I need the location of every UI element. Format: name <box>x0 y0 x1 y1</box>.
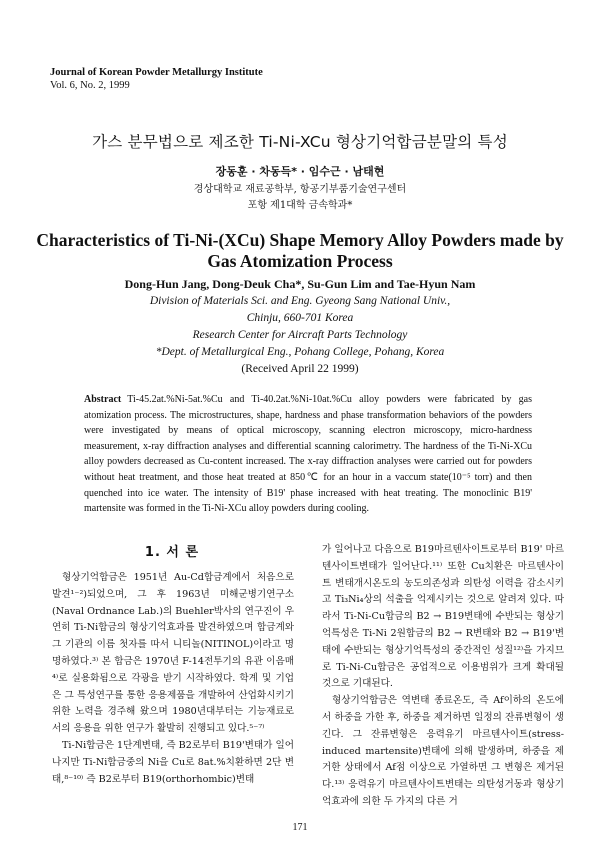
abstract <box>84 392 532 517</box>
body-paragraph: Ti-Ni합금은 1단계변태, 즉 B2로부터 B19'변태가 일어나지만 Ti-Ni합금중의 Ni을 Cu로 8at.%치환하면 2단 변태,⁸⁻¹⁰⁾ 즉 B2로부터 B19(orthorhombic)변태 <box>52 739 294 785</box>
korean-title: 가스 분무법으로 제조한 Ti-Ni-XCu 형상기억합금분말의 특성 <box>92 133 508 151</box>
journal-volume: Vol. 6, No. 2, 1999 <box>50 80 130 91</box>
korean-authors: 장동훈 · 차동득* · 임수근 · 남태현 <box>215 165 385 178</box>
korean-affiliation-1: 경상대학교 재료공학부, 항공기부품기술연구센터 <box>193 184 407 195</box>
english-research-center: Research Center for Aircraft Parts Technology <box>192 329 408 341</box>
journal-header <box>50 66 263 92</box>
english-division: Division of Materials Sci. and Eng. Gyeong Sang National Univ., <box>149 295 451 307</box>
journal-name: Journal of Korean Powder Metallurgy Institute <box>50 67 263 78</box>
body-paragraph: 가 일어나고 다음으로 B19마르텐사이트로부터 B19' 마르텐사이트변태가 일어난다.¹¹⁾ 또한 Cu치환은 마르텐사이트 변태개시온도의 농도의존성과 의탄성 이력을 감소시키고 Ti₃Ni₄상의 석출을 억제시키는 것으로 알려져 있다. 따라서 Ti-Ni-Cu합금의 B2 → B19변태에 수반되는 형상기억특성은 Ti-Ni 2원합금의 B2 → R변태와 B2 → B19'변태에 수반되는 형상기억특성의 중간적인 성질¹²⁾을 가지므로 Ti-Ni-Cu합금은 공업적으로 이용범위가 크게 확대될 것으로 기대된다. <box>322 544 564 690</box>
korean-affiliation-2: 포항 제1대학 금속학과* <box>247 200 353 211</box>
abstract-text: Ti-45.2at.%Ni-5at.%Cu and Ti-40.2at.%Ni-10at.%Cu alloy powders were fabricated by gas atomization process. The microstructures, shape, hardness and phase transformation behaviors of the powders were investigated by means of optical microscopy, scanning electron microscopy, micro-hardness measurement, x-ray diffraction analyses and differential scanning calorimetry. The hardness of the Ti-Ni-XCu alloy powders decreased as Cu-content increased. The x-ray diffraction analyses were carried out for powders without heat treatment, and those heat treated at 850℃ for an hour in a vaccum state(10⁻⁵ torr) and then quenched into ice water. The intensity of B19' phase increased with heat treating. The monoclinic B19' martensite was formed in the Ti-Ni-XCu alloy powders during cooling. <box>84 394 532 515</box>
body-paragraph: 형상기억합금은 역변태 종료온도, 즉 Af이하의 온도에서 하중을 가한 후, 하중을 제거하면 일정의 잔류변형이 생긴다. 그 잔류변형은 응력유기 마르텐사이트(stress-induced martensite)변태에 의해 발생하며, 하중을 제거한 상태에서 Af점 이상으로 가열하면 그 변형은 제거된다.¹³⁾ 응력유기 마르텐사이트변태는 의탄성거동과 형상기억효과에 의한 두 가지의 다른 거 <box>322 695 564 807</box>
section-heading: 1. 서 론 <box>144 545 200 560</box>
english-title: Characteristics of Ti-Ni-(XCu) Shape Memory Alloy Powders made by Gas Atomization Process <box>36 230 564 271</box>
english-department: *Dept. of Metallurgical Eng., Pohang College, Pohang, Korea <box>155 346 445 358</box>
body-paragraph: 형상기억합금은 1951년 Au-Cd합금계에서 처음으로 발견¹⁻²)되었으며, 그 후 1963년 미해군병기연구소(Naval Ordnance Lab.)의 Buehler박사의 연구진이 우연히 Ti-Ni합금의 형상기억효과를 발견하였으며 합금계와 그 기관의 이름 첫자를 따서 니티놀(NITINOL)이라고 명명하였다.³⁾ 본 합금은 1970년 F-14전투기의 유관 이음매⁴⁾로 실용화됨으로 각광을 받기 시작하였다. 학계 및 기업은 그 특성연구를 통한 응용제품을 개발하여 산업화시키기 위한 노력을 경주해 왔으며 1980년대부터는 기능재료로서의 응용을 위한 연구가 활발히 진행되고 있다.⁵⁻⁷⁾ <box>52 572 294 735</box>
left-column <box>52 570 294 788</box>
english-address: Chinju, 660-701 Korea <box>246 312 354 324</box>
korean-affiliations <box>0 182 600 214</box>
right-column <box>322 542 564 811</box>
page-number: 171 <box>292 822 308 833</box>
english-authors: Dong-Hun Jang, Dong-Deuk Cha*, Su-Gun Lim and Tae-Hyun Nam <box>124 277 476 291</box>
received-date: (Received April 22 1999) <box>241 363 359 375</box>
abstract-label: Abstract <box>84 394 122 405</box>
english-affiliations <box>0 293 600 378</box>
